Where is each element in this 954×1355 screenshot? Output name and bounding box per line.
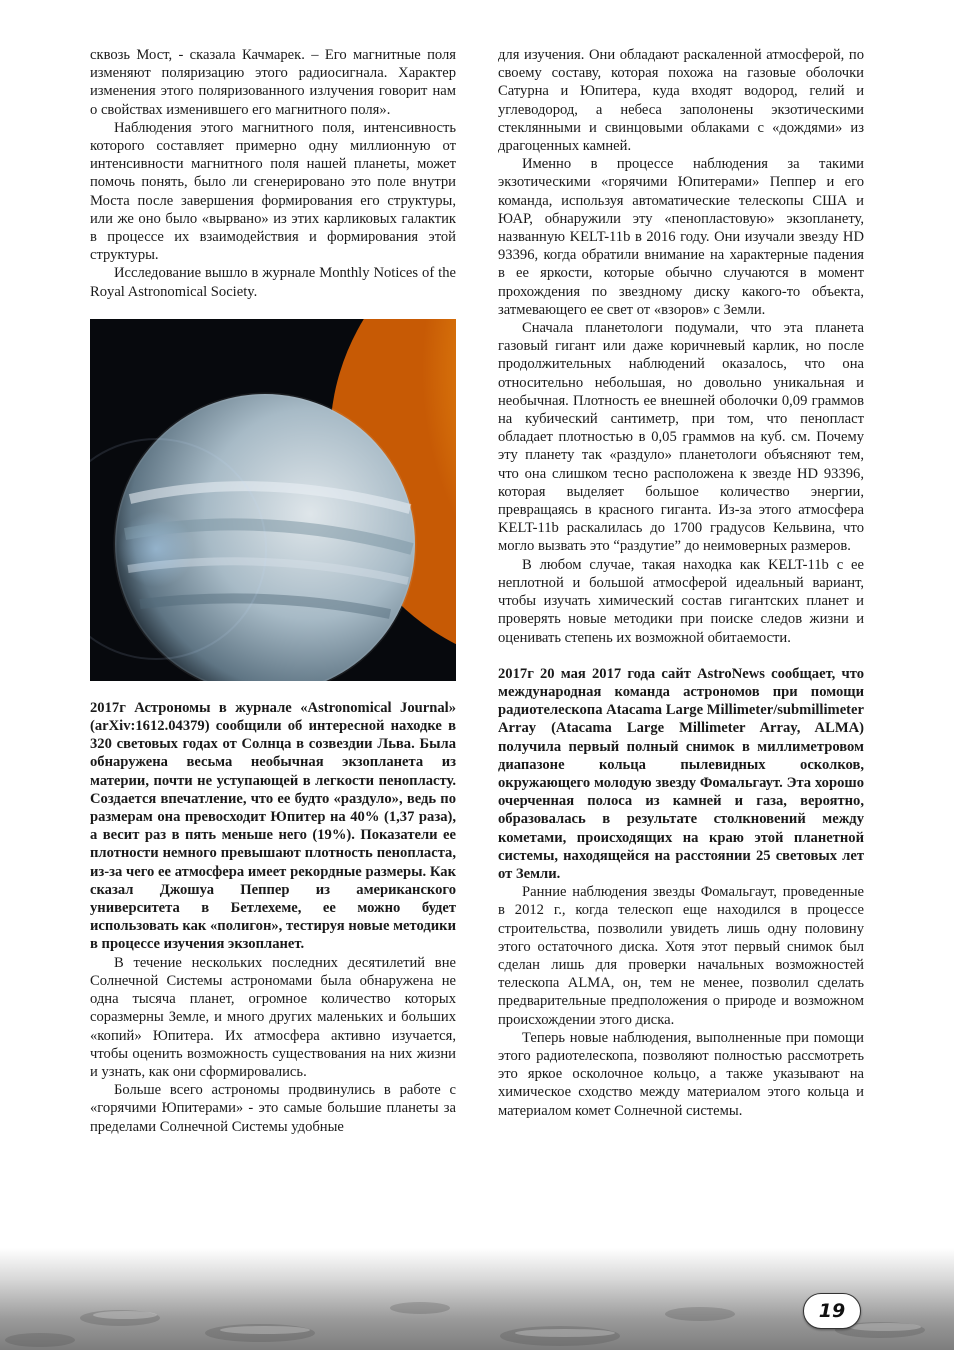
paragraph: В течение нескольких последних десятилетий вне Солнечной Системы астрономами была обнаружена не одна тысяча планет, огромное количество которых соразмерны Земле, и много других маленьких и больших «копий» Юпитера. Их атмосфера активно изучается, чтобы оценить возможность существования на них жизни и узнать, как они сформировались.: [90, 954, 456, 1080]
paragraph: сквозь Мост, - сказала Качмарек. – Его магнитные поля изменяют поляризацию этого радиосигнала. Характер изменения этого поляризованного излучения говорит нам о свойствах изменившего его магнитного поля».: [90, 47, 456, 118]
news-item-kelt-11b: 2017г Астрономы в журнале «Astronomical Journal» (arXiv:1612.04379) сообщили об интересной находке в 320 световых годах от Солнца в созвездии Льва. Была обнаружена весьма необычная экзопланета из материи, почти не уступающей в легкости пенопласту. Создается впечатление, что ее будто «раздуло», ведь по размерам она превосходит Юпитер на 40% (1,37 раза), а весит раз в пять меньше него (19%). Показатели ее плотности немного превышают плотность пенопласта, из-за чего ее атмосфера имеет рекордные размеры. Как сказал Джошуа Пеппер из американского университета в Бетлехеме, ее можно будет использовать как «полигон», тестируя новые методики в процессе изучения экзопланет.: [90, 699, 456, 953]
paragraph: Именно в процессе наблюдения за такими экзотическими «горячими Юпитерами» Пеппер и его команда, используя автоматические телескопы США и ЮАР, обнаружили эту «пенопластовую» экзопланету, названную KELT-11b в 2016 году. Они изучали звезду HD 93396, когда обратили внимание на характерные падения в ее яркости, которые обычно случаются в момент прохождения по звездному диску какого-то объекта, затмевающего ее свет от «взоров» с Земли.: [498, 156, 864, 318]
paragraph: Больше всего астрономы продвинулись в работе с «горячими Юпитерами» - это самые большие планеты за пределами Солнечной Системы удобные: [90, 1082, 456, 1135]
paragraph: В любом случае, такая находка как KELT-11b с ее неплотной и большой атмосферой идеальный вариант, чтобы изучать химический состав гигантских планет и проверять новые методики при поиске следов жизни и оценивать степень их возможной обитаемости.: [498, 556, 864, 646]
paragraph: Ранние наблюдения звезды Фомальгаут, проведенные в 2012 г., когда телескоп еще находился в процессе строительства, позволили увидеть лишь одну половину этого остаточного диска. Хотя этот первый снимок был сделан лишь для проверки начальных возможностей телескопа ALMA, он, тем не менее, позволил сделать предварительные предположения о природе и возможном происхождении этого диска.: [498, 884, 864, 1028]
paragraph: для изучения. Они обладают раскаленной атмосферой, по своему составу, которая похожа на газовые оболочки Сатурна и Юпитера, куда входят водород, гелий и углеводород, а небеса заполонены экзотическими стеклянными и свинцовыми облаками с «дождями» из драгоценных камней.: [498, 47, 864, 155]
paragraph: Теперь новые наблюдения, выполненные при помощи этого радиотелескопа, позволяют полностью рассмотреть это яркое осколочное кольцо, а также указывают на химическое сходство между материалом этого кольца и материалом комет Солнечной системы.: [498, 1029, 864, 1119]
paragraph: Наблюдения этого магнитного поля, интенсивность которого составляет примерно одну миллионную от интенсивности магнитного поля нашей планеты, может помочь понять, было ли сгенерировано это поле внутри Моста после завершения формирования его структуры, или же оно было «вырвано» из этих карликовых галактик в процессе их взаимодействия и формирования этой структуры.: [90, 119, 456, 264]
news-item-alma-fomalhaut: 2017г 20 мая 2017 года сайт AstroNews сообщает, что международная команда астрономов при помощи радиотелескопа Atacama Large Millimeter/submillimeter Array (Atacama Large Millimeter Array, ALMA) получила первый полный снимок в миллиметровом диапазоне кольца пылевидных осколков, окружающего молодую звезду Фомальгаут. Эта хорошо очерченная полоса из камней и газа, вероятно, образовалась в результате столкновений между кометами, происходящих на краю этой планетной системы, находящейся на расстоянии 25 световых лет от Земли.: [498, 665, 864, 882]
spacer: [498, 647, 864, 665]
page-number: 19: [803, 1293, 861, 1329]
exoplanet-illustration: [90, 319, 456, 681]
right-column: [498, 46, 864, 1120]
exoplanet-icon: [90, 319, 456, 681]
paragraph: Сначала планетологи подумали, что эта планета газовый гигант или даже коричневый карлик, но после продолжительных наблюдений оказалось, что она относительно небольшая, но довольно уникальная и необычная. Плотность ее внешней оболочки 0,09 граммов на кубический сантиметр, при том, что пенопласт обладает плотностью в 0,05 граммов на куб. см. Почему эту планету так «раздуло» планетологи объясняют тем, что она слишком тесно расположена к звезде HD 93396, которая выделяет большое количество энергии, превращаясь в красного гиганта. Из-за этого атмосфера KELT-11b раскалилась до 1700 градусов Кельвина, что могло вызвать это “раздутие” до неимоверных размеров.: [498, 320, 864, 555]
paragraph: Исследование вышло в журнале Monthly Notices of the Royal Astronomical Society.: [90, 265, 456, 300]
left-column: [90, 46, 456, 1136]
